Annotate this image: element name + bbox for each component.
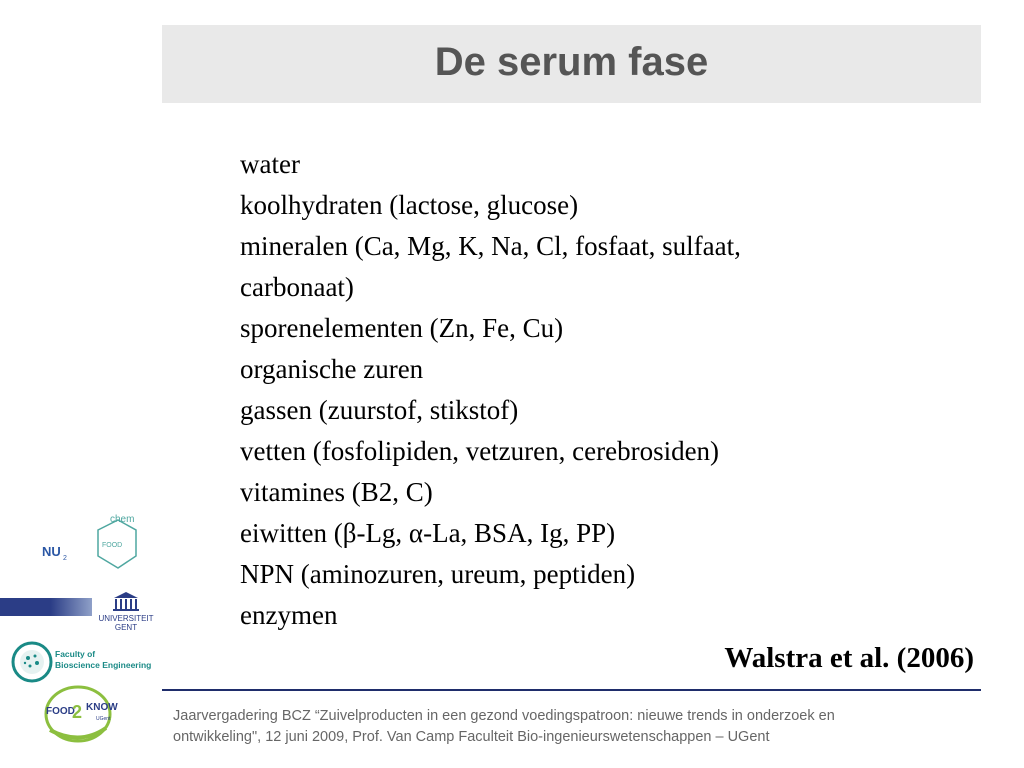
nutrifood-logo — [40, 512, 140, 578]
list-item: sporenelementen (Zn, Fe, Cu) — [240, 313, 564, 343]
university-building-icon — [113, 592, 139, 611]
list-item: carbonaat) — [240, 272, 354, 302]
footer-line-2: ontwikkeling", 12 juni 2009, Prof. Van Camp Faculteit Bio-ingenieurswetenschappen – UGent — [173, 729, 770, 745]
logo-food-text: FOOD — [102, 542, 123, 549]
footer-divider — [162, 689, 981, 691]
logo-nu-text: NU — [42, 544, 61, 559]
slide-title: De serum fase — [434, 40, 709, 84]
list-item: mineralen (Ca, Mg, K, Na, Cl, fosfaat, sulfaat, — [240, 231, 741, 261]
list-item: eiwitten (β-Lg, α-La, BSA, Ig, PP) — [240, 518, 616, 548]
list-item: organische zuren — [240, 354, 424, 384]
footer-line-1: Jaarvergadering BCZ “Zuivelproducten in een gezond voedingspatroon: nieuwe trends in onderzoek en — [173, 708, 835, 724]
ugent-logo — [96, 590, 162, 634]
list-item: gassen (zuurstof, stikstof) — [240, 395, 519, 425]
list-item: koolhydraten (lactose, glucose) — [240, 190, 579, 220]
food2know-food: FOOD — [46, 706, 75, 717]
food2know-know: KNOW — [86, 702, 118, 713]
list-item: vetten (fosfolipiden, vetzuren, cerebrosiden) — [240, 436, 720, 466]
blue-stripe-decoration — [0, 598, 92, 616]
logo-chem-text: chem — [110, 514, 135, 525]
faculty-emblem-icon — [13, 643, 51, 681]
faculty-logo — [10, 640, 155, 684]
food2know-logo — [40, 684, 140, 750]
citation: Walstra et al. (2006) — [724, 642, 974, 674]
list-item: NPN (aminozuren, ureum, peptiden) — [240, 559, 636, 589]
ugent-line2: GENT — [114, 623, 138, 632]
title-bar — [162, 25, 981, 103]
ugent-line1: UNIVERSITEIT — [98, 614, 154, 623]
list-item: water — [240, 149, 300, 179]
food2know-two: 2 — [72, 702, 83, 722]
list-item: vitamines (B2, C) — [240, 477, 433, 507]
faculty-line2: Bioscience Engineering — [55, 660, 152, 670]
content-list — [240, 144, 900, 636]
footer-text — [173, 706, 973, 748]
food2know-ugent: UGent — [96, 716, 111, 722]
logo-nu-subscript: 2 — [63, 555, 67, 562]
faculty-line1: Faculty of — [55, 649, 96, 659]
list-item: enzymen — [240, 600, 338, 630]
